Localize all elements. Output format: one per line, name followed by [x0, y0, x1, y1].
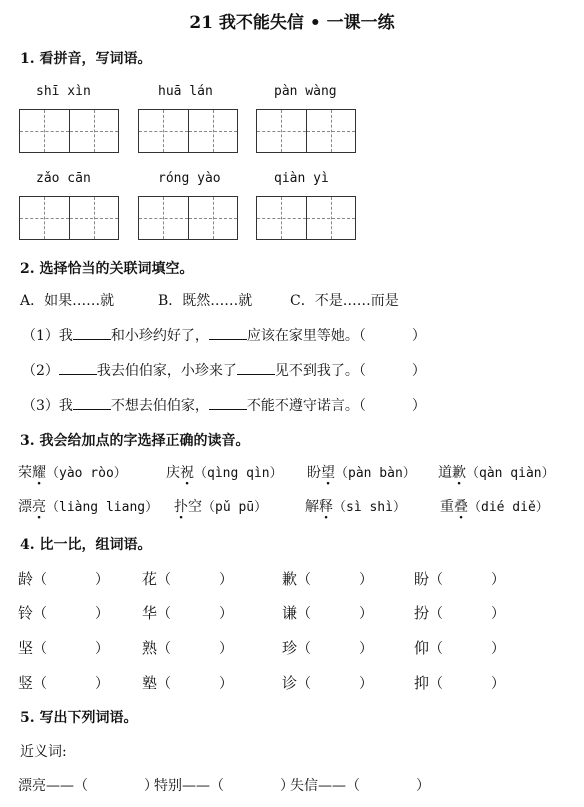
word-group-item: 珍（ ）	[282, 639, 374, 657]
writing-grid[interactable]	[256, 109, 356, 153]
pronunciation-item: 扑空（pǔ pū）	[174, 499, 268, 515]
fill-blank[interactable]	[209, 326, 247, 340]
pronunciation-item: 漂亮（liàng liang）	[18, 499, 159, 515]
writing-grid[interactable]	[19, 196, 119, 240]
pinyin-label: pàn wàng	[274, 84, 337, 99]
option-c: C．不是……而是	[290, 293, 399, 309]
section-5-heading: 5. 写出下列词语。	[20, 710, 138, 726]
fill-blank[interactable]	[237, 361, 275, 375]
synonym-label: 近义词:	[20, 744, 67, 760]
page-title: 21 我不能失信 • 一课一练	[189, 13, 395, 33]
word-group-item: 竖（ ）	[18, 674, 110, 692]
synonym-item: 失信——（ ）	[290, 778, 430, 794]
synonym-item: 特别——（ ）	[154, 778, 294, 794]
pinyin-label: zǎo cān	[36, 171, 91, 186]
pinyin-label: shī xìn	[36, 84, 91, 99]
writing-grid[interactable]	[138, 109, 238, 153]
word-group-item: 歉（ ）	[282, 570, 374, 588]
writing-grid[interactable]	[138, 196, 238, 240]
pronunciation-item: 重叠（dié diě）	[440, 499, 549, 515]
question-2-1: （1）我 和小珍约好了， 应该在家里等她。（ ）	[22, 328, 426, 344]
option-b: B．既然……就	[158, 293, 253, 309]
word-group-item: 龄（ ）	[18, 570, 110, 588]
word-group-item: 盼（ ）	[414, 570, 506, 588]
fill-blank[interactable]	[59, 361, 97, 375]
writing-grid[interactable]	[256, 196, 356, 240]
word-group-item: 抑（ ）	[414, 674, 506, 692]
word-group-item: 坚（ ）	[18, 639, 110, 657]
section-4-heading: 4. 比一比，组词语。	[20, 537, 152, 553]
word-group-item: 谦（ ）	[282, 604, 374, 622]
word-group-item: 花（ ）	[142, 570, 234, 588]
pinyin-label: huā lán	[158, 84, 213, 99]
word-group-item: 熟（ ）	[142, 639, 234, 657]
section-2-heading: 2. 选择恰当的关联词填空。	[20, 261, 194, 277]
word-group-item: 扮（ ）	[414, 604, 506, 622]
option-a: A．如果……就	[20, 293, 115, 309]
writing-grid[interactable]	[19, 109, 119, 153]
pronunciation-item: 盼望（pàn bàn）	[307, 465, 416, 481]
pinyin-label: róng yào	[158, 171, 221, 186]
question-2-2: （2） 我去伯伯家，小珍来了 见不到我了。（ ）	[22, 363, 426, 379]
synonym-item: 漂亮——（ ）	[18, 778, 158, 794]
word-group-item: 华（ ）	[142, 604, 234, 622]
pronunciation-item: 庆祝（qìng qìn）	[166, 465, 283, 481]
pinyin-label: qiàn yì	[274, 171, 329, 186]
question-2-3: （3）我 不想去伯伯家， 不能不遵守诺言。（ ）	[22, 398, 426, 414]
fill-blank[interactable]	[73, 396, 111, 410]
fill-blank[interactable]	[209, 396, 247, 410]
section-3-heading: 3. 我会给加点的字选择正确的读音。	[20, 433, 250, 449]
word-group-item: 铃（ ）	[18, 604, 110, 622]
pronunciation-item: 道歉（qàn qiàn）	[438, 465, 555, 481]
word-group-item: 仰（ ）	[414, 639, 506, 657]
pronunciation-item: 荣耀（yào ròo）	[18, 465, 127, 481]
pronunciation-item: 解释（sì shì）	[305, 499, 406, 515]
word-group-item: 塾（ ）	[142, 674, 234, 692]
fill-blank[interactable]	[73, 326, 111, 340]
word-group-item: 诊（ ）	[282, 674, 374, 692]
section-1-heading: 1. 看拼音，写词语。	[20, 51, 152, 67]
